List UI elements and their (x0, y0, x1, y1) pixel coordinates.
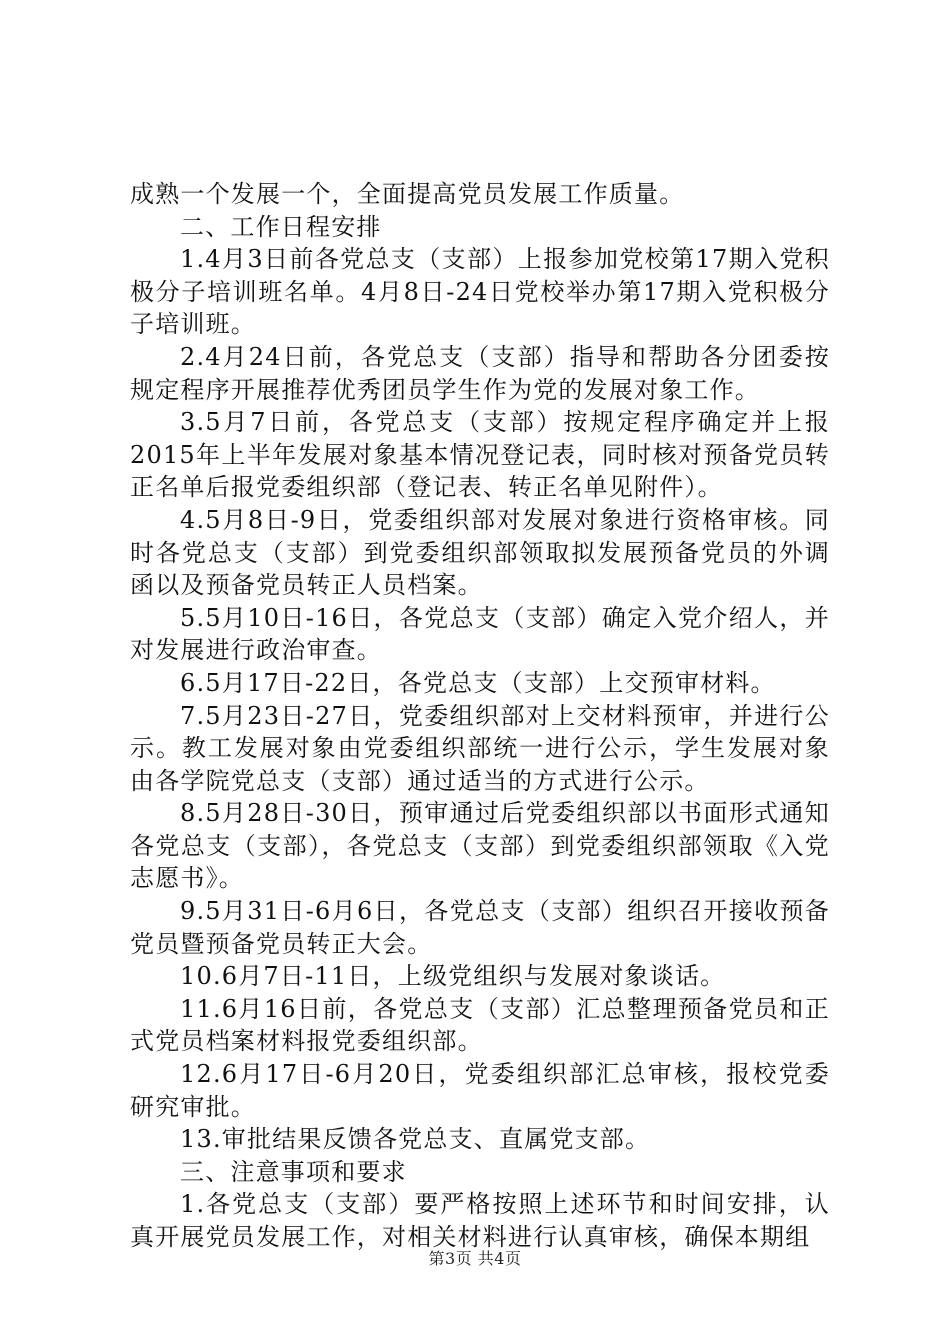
schedule-item-4: 4.5月8日-9日，党委组织部对发展对象进行资格审核。同时各党总支（支部）到党委组织部领取拟发展预备党员的外调函以及预备党员转正人员档案。 (130, 505, 830, 600)
page-number-label: 第3页 共4页 (428, 1249, 522, 1268)
schedule-item-1: 1.4月3日前各党总支（支部）上报参加党校第17期入党积极分子培训班名单。4月8日-24日党校举办第17期入党积极分子培训班。 (130, 245, 830, 339)
schedule-item-8: 8.5月28日-30日，预审通过后党委组织部以书面形式通知各党总支（支部），各党总支（支部）到党委组织部领取《入党志愿书》。 (130, 799, 830, 893)
schedule-item-2: 2.4月24日前，各党总支（支部）指导和帮助各分团委按规定程序开展推荐优秀团员学生作为党的发展对象工作。 (130, 342, 830, 404)
paragraph-continued: 成熟一个发展一个，全面提高党员发展工作质量。 (130, 180, 685, 208)
document-body (130, 178, 830, 1254)
schedule-item-9: 9.5月31日-6月6日，各党总支（支部）组织召开接收预备党员暨预备党员转正大会。 (130, 897, 830, 958)
schedule-item-6: 6.5月17日-22日，各党总支（支部）上交预审材料。 (180, 668, 776, 697)
section-heading-requirements: 三、注意事项和要求 (180, 1157, 407, 1186)
requirement-item-1: 1.各党总支（支部）要严格按照上述环节和时间安排，认真开展党员发展工作，对相关材料进行认真审核，确保本期组 (130, 1190, 830, 1251)
schedule-item-3: 3.5月7日前，各党总支（支部）按规定程序确定并上报2015年上半年发展对象基本情况登记表，同时核对预备党员转正名单后报党委组织部（登记表、转正名单见附件）。 (130, 408, 830, 502)
schedule-item-12: 12.6月17日-6月20日，党委组织部汇总审核，报校党委研究审批。 (130, 1060, 830, 1121)
schedule-item-7: 7.5月23日-27日，党委组织部对上交材料预审，并进行公示。教工发展对象由党委组织部统一进行公示，学生发展对象由各学院党总支（支部）通过适当的方式进行公示。 (130, 701, 830, 795)
schedule-item-10: 10.6月7日-11日，上级党组织与发展对象谈话。 (180, 962, 726, 991)
schedule-item-5: 5.5月10日-16日，各党总支（支部）确定入党介绍人，并对发展进行政治审查。 (130, 603, 830, 665)
page-footer (0, 1246, 950, 1269)
schedule-item-11: 11.6月16日前，各党总支（支部）汇总整理预备党员和正式党员档案材料报党委组织部。 (130, 994, 830, 1056)
schedule-item-13: 13.审批结果反馈各党总支、直属党支部。 (180, 1125, 651, 1154)
section-heading-schedule: 二、工作日程安排 (180, 212, 382, 241)
